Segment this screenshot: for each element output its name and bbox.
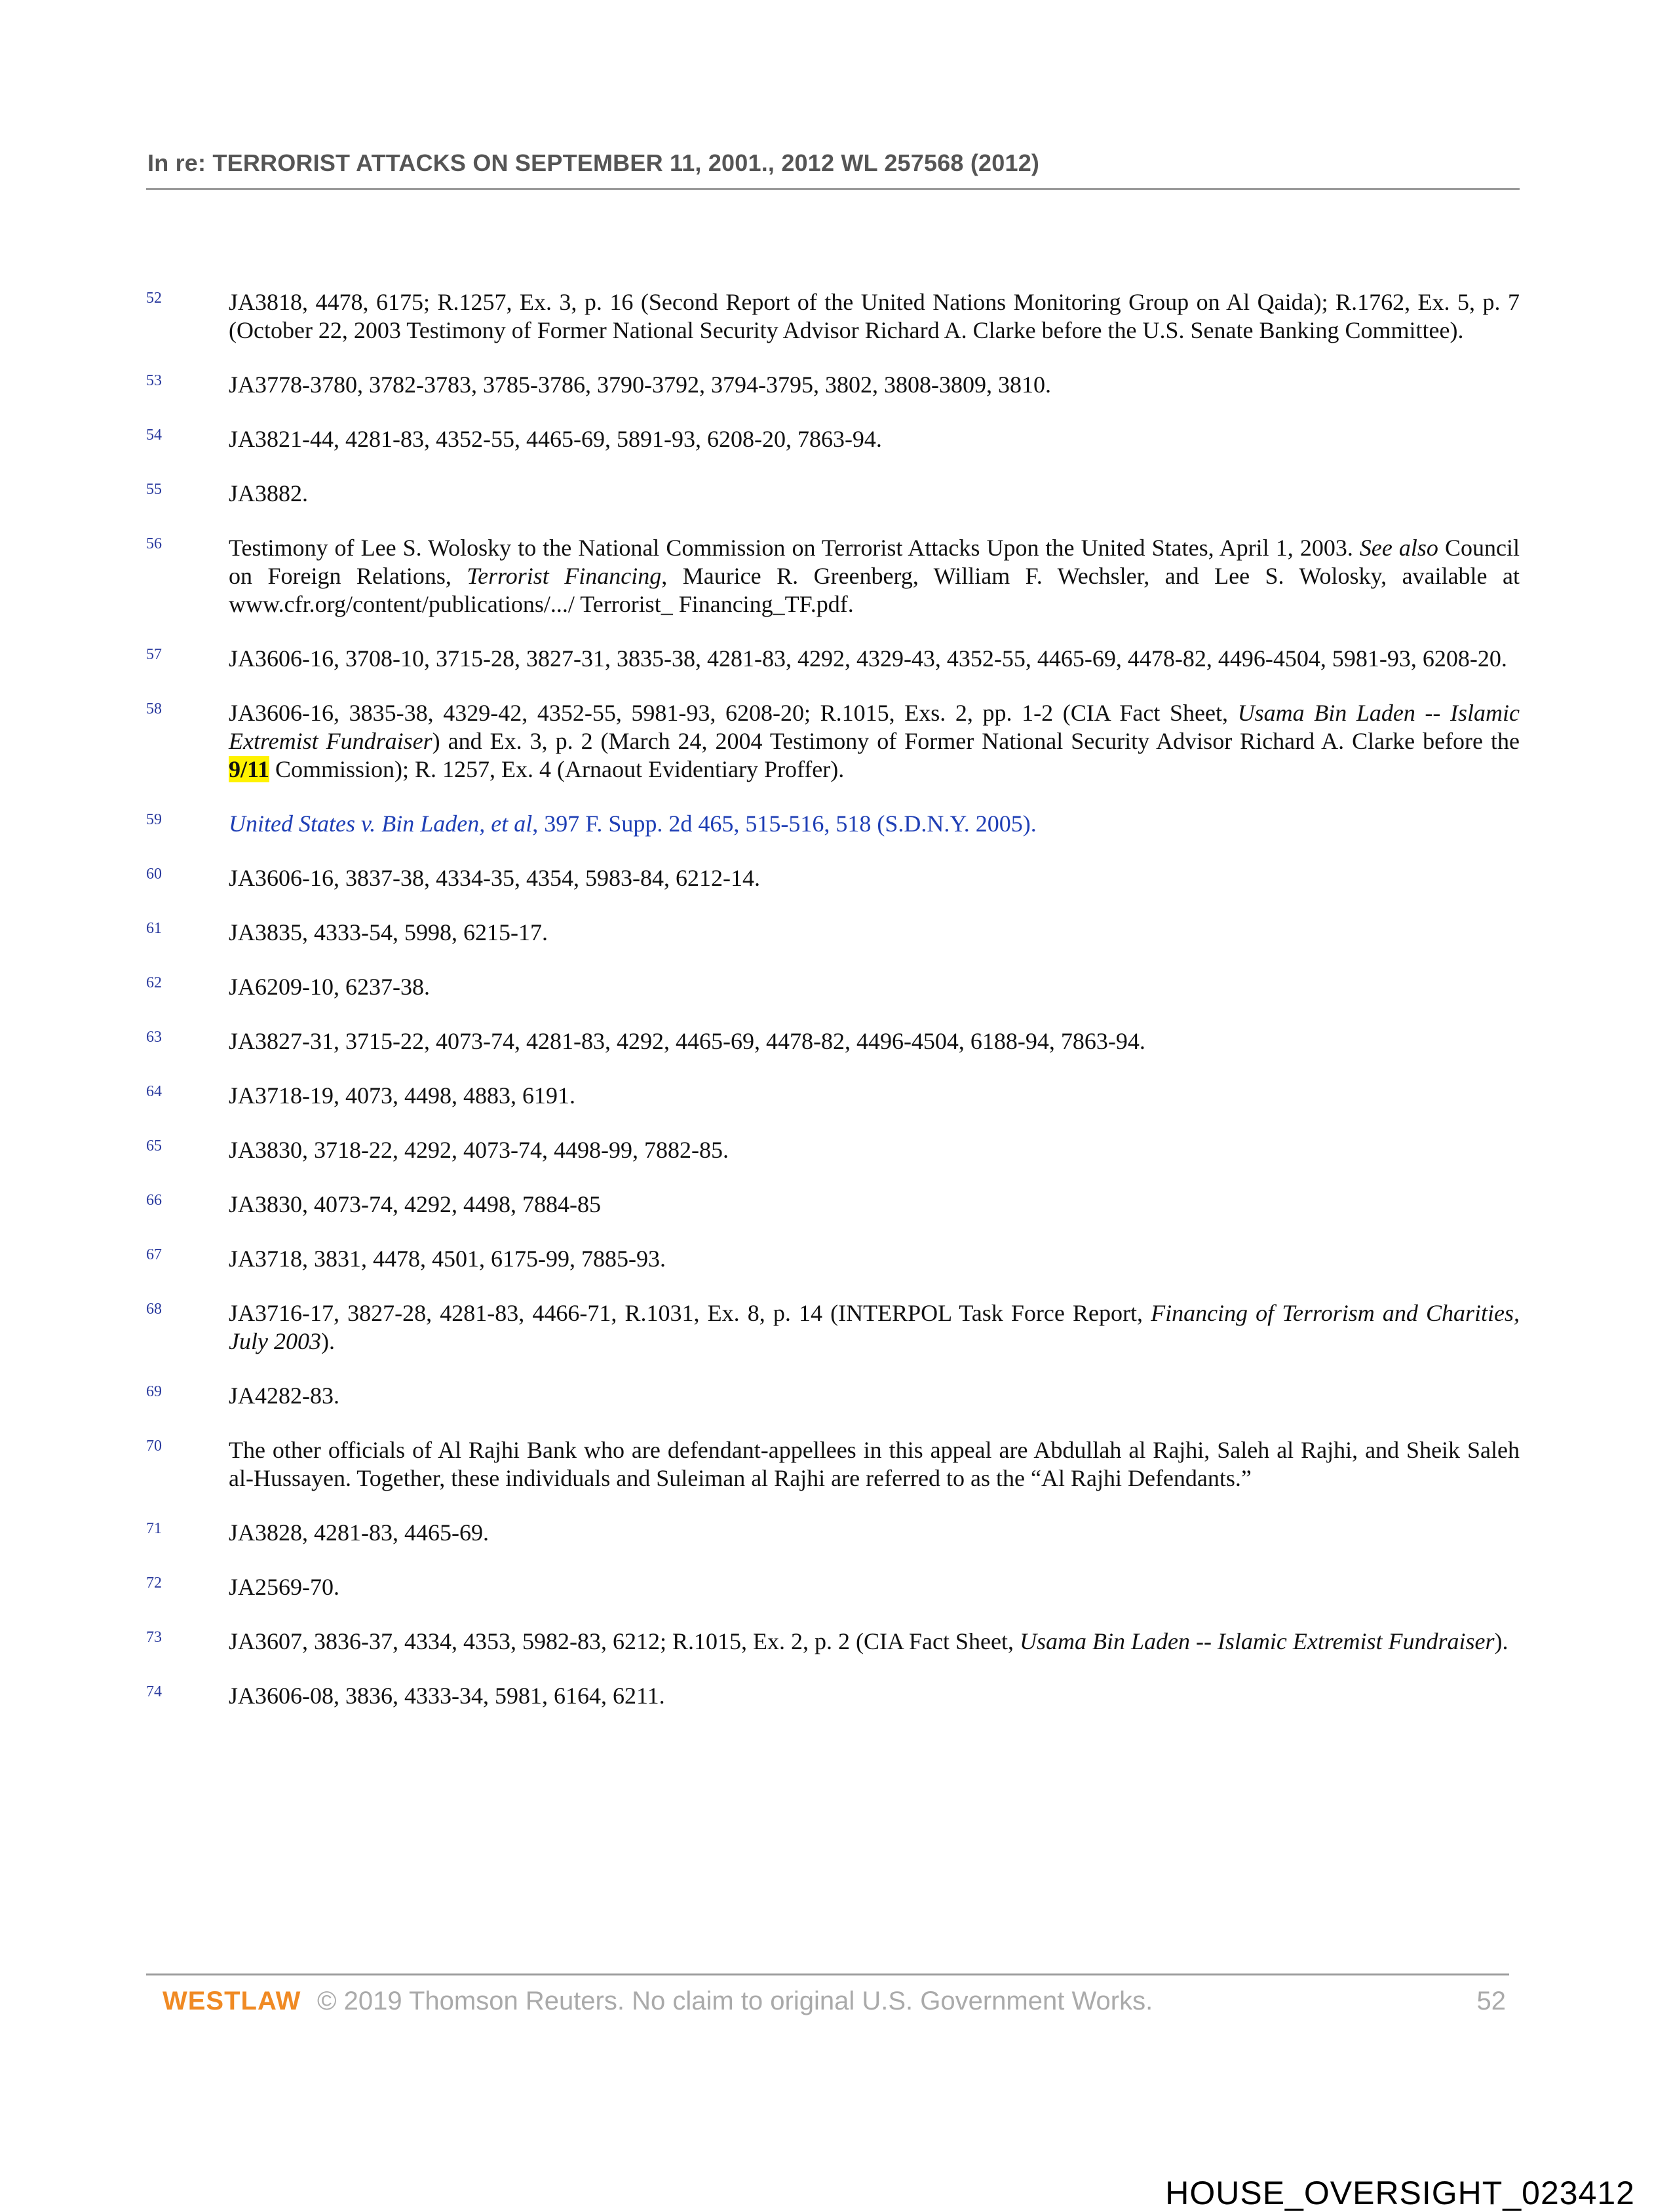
footnote-text — [229, 480, 1520, 508]
footnote-53 — [146, 371, 1520, 399]
footnote-text — [229, 919, 1520, 947]
footnote-text-run: , Maurice R. Greenberg, William F. Wechsler, and Lee S. Wolosky, available at www.cfr.org/content/publications/.../ Terrorist_ Financing_TF.pdf. — [229, 563, 1520, 617]
italic-citation: Financing of Terrorism and Charities, July 2003 — [229, 1300, 1520, 1354]
footnote-text — [229, 425, 1520, 453]
footnote-text-run: ) and Ex. 3, p. 2 (March 24, 2004 Testimony of Former National Security Advisor Richard A. Clarke before the — [432, 728, 1520, 754]
footnote-text — [229, 371, 1520, 399]
footnote-61 — [146, 919, 1520, 947]
footer-divider — [146, 1974, 1509, 1975]
footnote-number: 74 — [146, 1683, 162, 1700]
footnote-text — [229, 1191, 1520, 1219]
footnote-text-run: JA3821-44, 4281-83, 4352-55, 4465-69, 5891-93, 6208-20, 7863-94. — [229, 426, 882, 452]
footnote-text-run: ). — [1494, 1628, 1508, 1654]
footnote-number: 55 — [146, 481, 162, 498]
footnote-text-run: The other officials of Al Rajhi Bank who are defendant-appellees in this appeal are Abdullah al Rajhi, Saleh al Rajhi, and Sheik Saleh al-Hussayen. Together, these individuals and Suleiman al Rajhi are referred to as the “Al Rajhi Defendants.” — [229, 1437, 1520, 1491]
page-footer — [163, 1987, 1512, 2019]
footnote-text-run: JA3835, 4333-54, 5998, 6215-17. — [229, 919, 548, 945]
footnote-number: 53 — [146, 372, 162, 389]
footnote-text-run: Commission); R. 1257, Ex. 4 (Arnaout Evidentiary Proffer). — [269, 756, 845, 782]
footnote-number: 52 — [146, 290, 162, 307]
footnote-67 — [146, 1245, 1520, 1273]
footnote-number: 65 — [146, 1137, 162, 1154]
footnote-text — [229, 534, 1520, 619]
footnote-text-run: JA3830, 3718-22, 4292, 4073-74, 4498-99, 7882-85. — [229, 1137, 729, 1163]
footnote-text-run: JA6209-10, 6237-38. — [229, 974, 430, 1000]
footnote-number: 61 — [146, 920, 162, 937]
footnote-text-run: Council on Foreign Relations, — [229, 535, 1520, 589]
footnote-text — [229, 1519, 1520, 1547]
footnote-63 — [146, 1027, 1520, 1056]
footnote-text — [229, 1436, 1520, 1493]
footnote-list — [146, 288, 1520, 1736]
footnote-number: 57 — [146, 646, 162, 663]
italic-citation: Terrorist Financing — [467, 563, 662, 589]
footnote-number: 72 — [146, 1574, 162, 1592]
footnote-text — [229, 1027, 1520, 1056]
footnote-text — [229, 645, 1520, 673]
footnote-74 — [146, 1682, 1520, 1710]
footnote-55 — [146, 480, 1520, 508]
footnote-text — [229, 1628, 1520, 1656]
footnote-text-run: JA3828, 4281-83, 4465-69. — [229, 1519, 489, 1546]
case-citation-link[interactable]: United States v. Bin Laden, et al — [229, 810, 533, 837]
westlaw-logo: WESTLAW — [163, 1987, 301, 2015]
copyright-notice: © 2019 Thomson Reuters. No claim to original U.S. Government Works. — [317, 1987, 1153, 2015]
footnote-text — [229, 288, 1520, 345]
footnote-text-run: JA3882. — [229, 480, 309, 506]
footnote-text — [229, 864, 1520, 892]
footnote-text-run: JA3606-08, 3836, 4333-34, 5981, 6164, 6211. — [229, 1683, 665, 1709]
footnote-number: 62 — [146, 974, 162, 991]
footnote-60 — [146, 864, 1520, 892]
footnote-54 — [146, 425, 1520, 453]
footnote-number: 56 — [146, 535, 162, 552]
footnote-number: 68 — [146, 1301, 162, 1318]
footnote-71 — [146, 1519, 1520, 1547]
italic-citation: See also — [1359, 535, 1438, 561]
footnote-number: 67 — [146, 1246, 162, 1263]
footnote-text-run: JA3607, 3836-37, 4334, 4353, 5982-83, 6212; R.1015, Ex. 2, p. 2 (CIA Fact Sheet, — [229, 1628, 1020, 1654]
footnote-text — [229, 973, 1520, 1001]
footnote-58 — [146, 699, 1520, 784]
footnote-text — [229, 1082, 1520, 1110]
footnote-text — [229, 1573, 1520, 1601]
footnote-57 — [146, 645, 1520, 673]
footnote-text-run: JA3606-16, 3837-38, 4334-35, 4354, 5983-84, 6212-14. — [229, 865, 760, 891]
footnote-73 — [146, 1628, 1520, 1656]
footnote-number: 66 — [146, 1192, 162, 1209]
search-highlight: 9/11 — [229, 756, 270, 782]
footnote-62 — [146, 973, 1520, 1001]
footnote-68 — [146, 1299, 1520, 1356]
reporter-citation-link[interactable]: , 397 F. Supp. 2d 465, 515-516, 518 (S.D.N.Y. 2005). — [532, 810, 1037, 837]
footnote-text-run: JA3606-16, 3835-38, 4329-42, 4352-55, 5981-93, 6208-20; R.1015, Exs. 2, pp. 1-2 (CIA Fact Sheet, — [229, 700, 1238, 726]
page-number: 52 — [1476, 1987, 1506, 2015]
footnote-66 — [146, 1191, 1520, 1219]
footnote-text-run: ). — [320, 1328, 335, 1354]
bates-stamp: HOUSE_OVERSIGHT_023412 — [1165, 2175, 1635, 2211]
italic-citation: Usama Bin Laden -- Islamic Extremist Fundraiser — [1019, 1628, 1495, 1654]
footnote-text — [229, 810, 1520, 838]
footnote-text-run: JA3778-3780, 3782-3783, 3785-3786, 3790-3792, 3794-3795, 3802, 3808-3809, 3810. — [229, 372, 1051, 398]
footnote-text — [229, 1682, 1520, 1710]
footnote-text — [229, 1245, 1520, 1273]
footnote-text — [229, 1382, 1520, 1410]
footnote-number: 70 — [146, 1438, 162, 1455]
italic-citation: Usama Bin Laden -- Islamic Extremist Fundraiser — [229, 700, 1520, 754]
footnote-text — [229, 1299, 1520, 1356]
footnote-70 — [146, 1436, 1520, 1493]
footnote-59 — [146, 810, 1520, 838]
footnote-52 — [146, 288, 1520, 345]
footnote-number: 73 — [146, 1629, 162, 1646]
footnote-text-run: JA3606-16, 3708-10, 3715-28, 3827-31, 3835-38, 4281-83, 4292, 4329-43, 4352-55, 4465-69, 4478-82, 4496-4504, 5981-93, 6208-20. — [229, 645, 1507, 672]
footnote-number: 64 — [146, 1083, 162, 1100]
footnote-text-run: JA4282-83. — [229, 1382, 339, 1409]
footnote-text-run: Testimony of Lee S. Wolosky to the National Commission on Terrorist Attacks Upon the United States, April 1, 2003. — [229, 535, 1360, 561]
footnote-number: 54 — [146, 427, 162, 444]
footnote-number: 60 — [146, 866, 162, 883]
footnote-number: 71 — [146, 1520, 162, 1537]
footnote-65 — [146, 1136, 1520, 1164]
footnote-56 — [146, 534, 1520, 619]
footnote-text-run: JA3718-19, 4073, 4498, 4883, 6191. — [229, 1082, 575, 1109]
footnote-number: 59 — [146, 811, 162, 828]
footnote-64 — [146, 1082, 1520, 1110]
footnote-text-run: JA3827-31, 3715-22, 4073-74, 4281-83, 4292, 4465-69, 4478-82, 4496-4504, 6188-94, 7863-94. — [229, 1028, 1145, 1054]
footnote-text-run: JA3818, 4478, 6175; R.1257, Ex. 3, p. 16 (Second Report of the United Nations Monitoring Group on Al Qaida); R.1762, Ex. 5, p. 7 (October 22, 2003 Testimony of Former National Security Advisor Richard A. Clarke before the U.S. Senate Banking Committee). — [229, 289, 1520, 343]
footnote-text — [229, 699, 1520, 784]
footnote-text-run: JA2569-70. — [229, 1574, 339, 1600]
footnote-number: 69 — [146, 1383, 162, 1400]
header-divider — [146, 188, 1520, 190]
footnote-text-run: JA3830, 4073-74, 4292, 4498, 7884-85 — [229, 1191, 601, 1217]
footnote-text-run: JA3718, 3831, 4478, 4501, 6175-99, 7885-93. — [229, 1246, 666, 1272]
footnote-text-run: JA3716-17, 3827-28, 4281-83, 4466-71, R.1031, Ex. 8, p. 14 (INTERPOL Task Force Report, — [229, 1300, 1151, 1326]
footnote-69 — [146, 1382, 1520, 1410]
footnote-number: 63 — [146, 1029, 162, 1046]
footnote-text — [229, 1136, 1520, 1164]
footnote-72 — [146, 1573, 1520, 1601]
document-header-title: In re: TERRORIST ATTACKS ON SEPTEMBER 11, 2001., 2012 WL 257568 (2012) — [147, 149, 1040, 176]
footnote-number: 58 — [146, 700, 162, 717]
